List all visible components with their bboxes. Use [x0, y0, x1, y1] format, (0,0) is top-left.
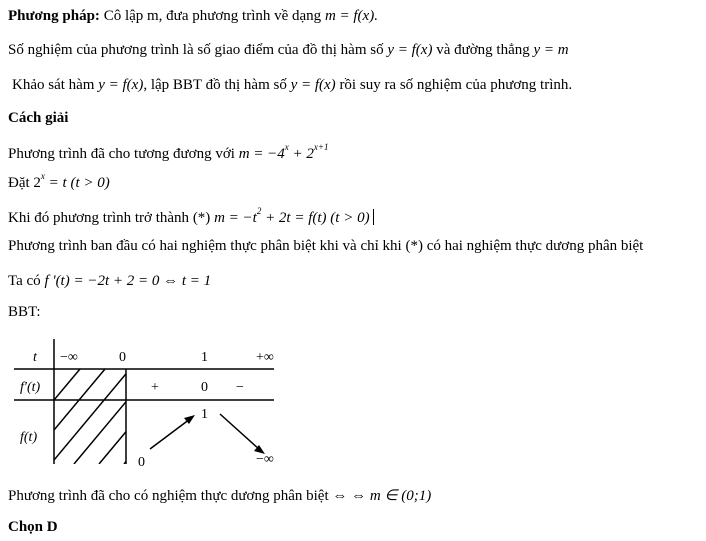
- row-label-t: t: [33, 350, 37, 365]
- intersection-text: Số nghiệm của phương trình là số giao điểm của đồ thị hàm số: [8, 42, 384, 58]
- eq-part-1: m = −4: [238, 146, 285, 162]
- condition-star: (*): [405, 238, 423, 254]
- survey-formula-1: y = f(x): [98, 77, 144, 93]
- fp-sign-plus: +: [151, 380, 159, 395]
- substitution-text: Đặt: [8, 175, 30, 191]
- conclusion-formula: m ∈ (0;1): [369, 488, 432, 504]
- derivative-formula: f '(t) = −2t + 2 = 0 ⇔ t = 1: [44, 273, 212, 289]
- hatched-region: [54, 369, 200, 464]
- tf-part-1: m = −t: [214, 210, 257, 226]
- star-label: (*): [192, 210, 211, 226]
- answer-line: Chọn D: [8, 519, 58, 535]
- f-end-value: −∞: [256, 452, 274, 467]
- tf-exp: 2: [256, 206, 262, 216]
- t-value-neg-inf: −∞: [60, 350, 78, 365]
- row-label-f: f(t): [20, 430, 38, 445]
- t-value-pos-inf: +∞: [256, 350, 274, 365]
- survey-text-3: rồi suy ra số nghiệm của phương trình.: [339, 77, 573, 93]
- sub-base: 2: [33, 175, 41, 191]
- decreasing-arrow: [220, 414, 265, 454]
- t-value-0: 0: [119, 350, 126, 365]
- conclusion-line: [8, 486, 431, 506]
- survey-text-1: Khảo sát hàm: [12, 77, 95, 93]
- eq-part-2: + 2: [288, 146, 314, 162]
- eq-exp-2: x+1: [313, 142, 329, 152]
- condition-rest: có hai nghiệm thực dương phân biệt: [426, 238, 644, 254]
- condition-text: Phương trình ban đầu có hai nghiệm thực phân biệt khi và chỉ khi: [8, 238, 402, 254]
- survey-text-2: , lập BBT đồ thị hàm số: [143, 77, 287, 93]
- function-formula: y = f(x): [387, 42, 433, 58]
- derivative-text: Ta có: [8, 273, 41, 289]
- sub-rest: = t (t > 0): [44, 175, 110, 191]
- fp-sign-minus: −: [236, 380, 244, 395]
- row-label-fp: f′(t): [20, 380, 41, 395]
- transformed-text: Khi đó phương trình trở thành: [8, 210, 190, 226]
- sub-exp: x: [40, 171, 45, 181]
- fp-zero: 0: [201, 380, 208, 395]
- conclusion-text: Phương trình đã cho có nghiệm thực dương phân biệt ⇔ ⇔: [8, 488, 367, 504]
- bbt-label: BBT:: [8, 304, 41, 320]
- survey-formula-2: y = f(x): [290, 77, 336, 93]
- f-peak-value: 1: [201, 407, 208, 422]
- method-label: Phương pháp:: [8, 8, 100, 24]
- eq-exp-1: x: [284, 142, 289, 152]
- line-formula: y = m: [533, 42, 569, 58]
- f-start-value: 0: [138, 455, 145, 470]
- line-text: và đường thẳng: [436, 42, 530, 58]
- method-formula: m = f(x).: [324, 8, 378, 24]
- t-value-1: 1: [201, 350, 208, 365]
- increasing-arrow: [150, 415, 195, 449]
- method-text: Cô lập m, đưa phương trình về dạng: [103, 8, 322, 24]
- solution-heading: Cách giải: [8, 110, 69, 126]
- equivalent-text: Phương trình đã cho tương đương với: [8, 146, 235, 162]
- tf-part-2: + 2t = f(t) (t > 0): [261, 210, 370, 226]
